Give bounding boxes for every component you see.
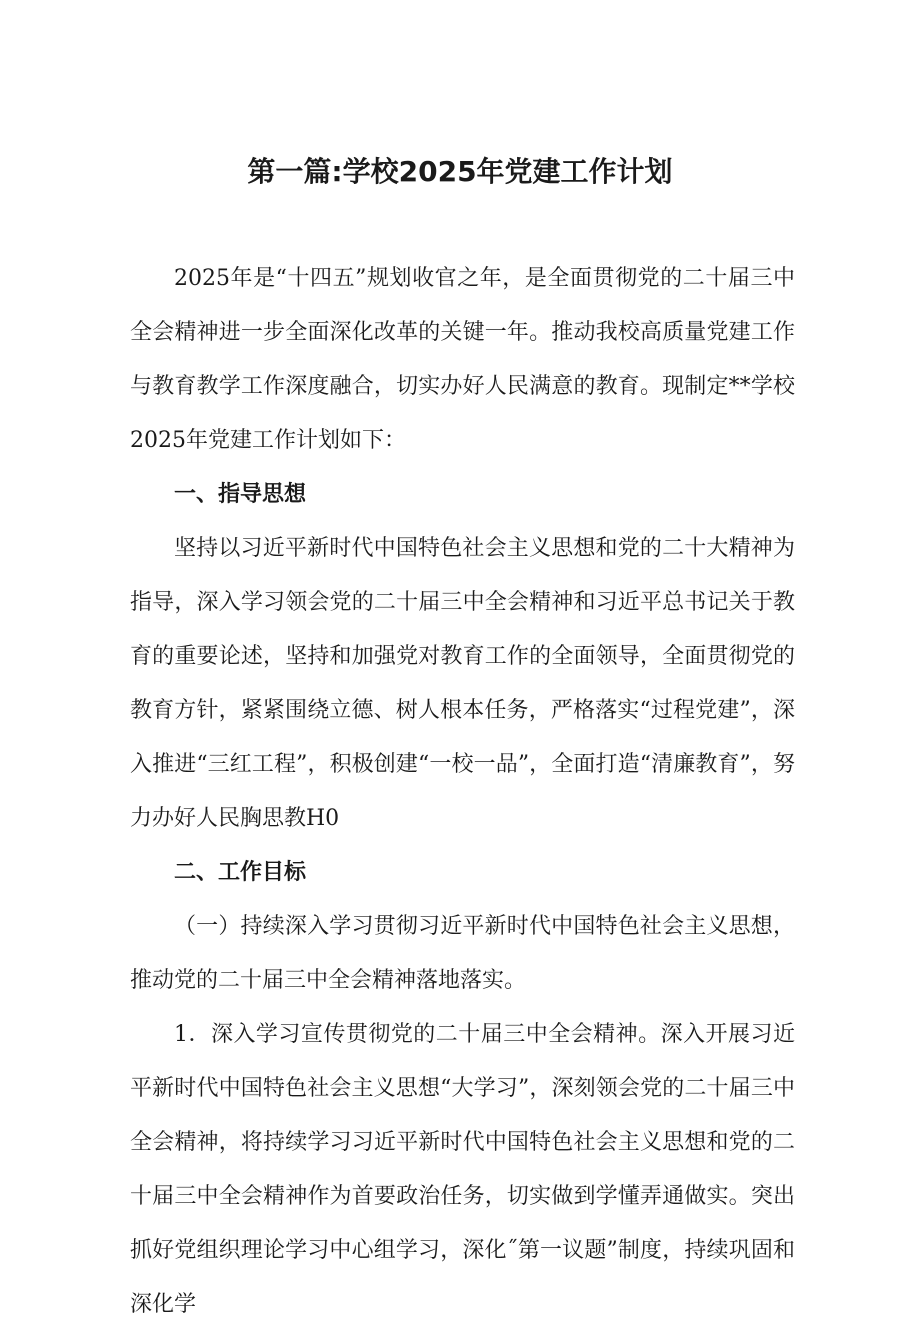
intro-paragraph: 2025年是“十四五”规划收官之年，是全面贯彻党的二十届三中全会精神进一步全面深化改革的关键一年。推动我校高质量党建工作与教育教学工作深度融合，切实办好人民满意的教育。现制定**学校2025年党建工作计划如下： [130, 266, 795, 453]
section-heading-guiding-ideology: 一、指导思想 [174, 482, 307, 507]
section-heading-work-goals: 二、工作目标 [174, 860, 307, 885]
document-title: 第一篇:学校2025年党建工作计划 [247, 155, 673, 188]
guiding-ideology-paragraph: 坚持以习近平新时代中国特色社会主义思想和党的二十大精神为指导，深入学习领会党的二十届三中全会精神和习近平总书记关于教育的重要论述，坚持和加强党对教育工作的全面领导，全面贯彻党的教育方针，紧紧围绕立德、树人根本任务，严格落实“过程党建”，深入推进“三红工程”，积极创建“一校一品”，全面打造“清廉教育”，努力办好人民胸思教H0 [130, 536, 795, 831]
work-goals-subsection-1: （一）持续深入学习贯彻习近平新时代中国特色社会主义思想，推动党的二十届三中全会精神落地落实。 [130, 914, 795, 993]
work-goals-item-1: 1．深入学习宣传贯彻党的二十届三中全会精神。深入开展习近平新时代中国特色社会主义思想“大学习”，深刻领会党的二十届三中全会精神，将持续学习习近平新时代中国特色社会主义思想和党的二十届三中全会精神作为首要政治任务，切实做到学懂弄通做实。突出抓好党组织理论学习中心组学习，深化˝第一议题”制度，持续巩固和深化学 [130, 1022, 795, 1317]
document-body [130, 252, 795, 1332]
